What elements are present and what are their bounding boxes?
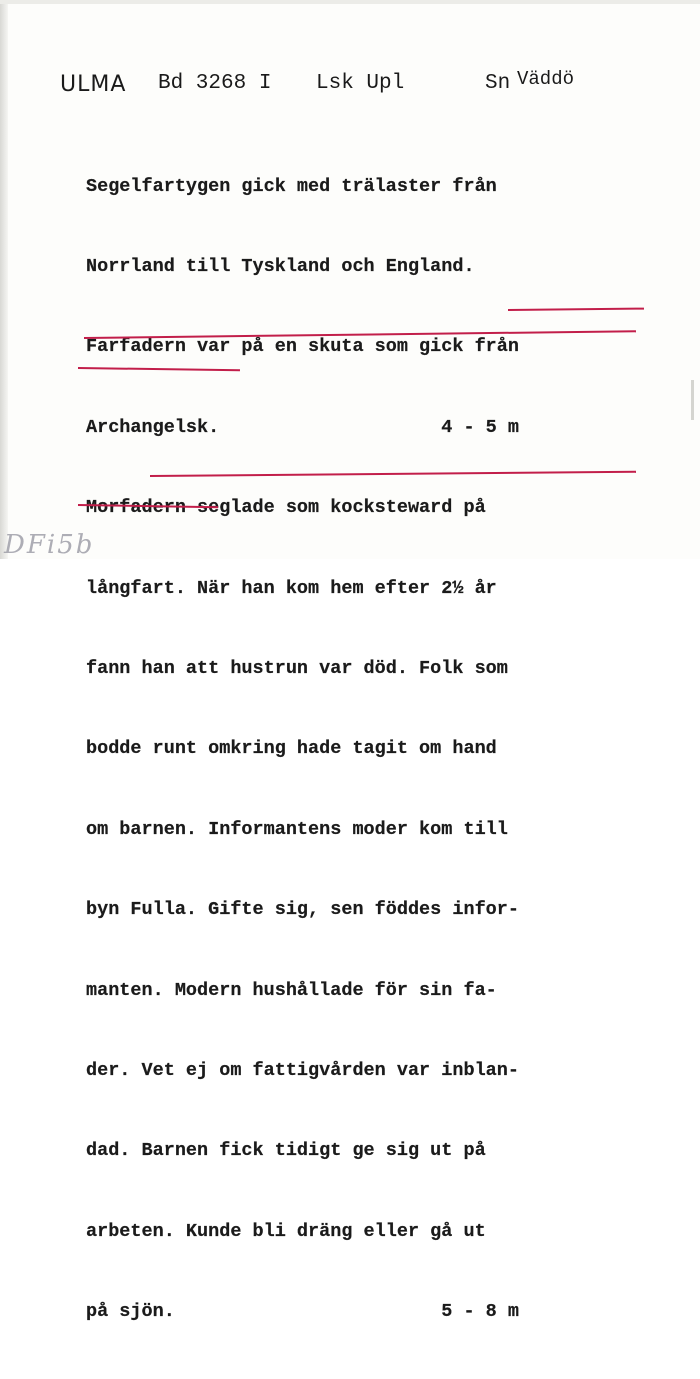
text-line: Norrland till Tyskland och England. [86,255,475,277]
parish-name: Väddö [517,68,575,90]
text-line: Morfadern seglade som kocksteward på [86,497,486,519]
archive-code: ULMA [60,72,127,97]
margin-pencil-note: DFi5b [4,530,95,560]
parish-prefix: Sn [485,72,511,95]
text-line: manten. Modern hushållade för sin fa- [86,979,497,1001]
text-line: arbeten. Kunde bli dräng eller gå ut [86,1220,486,1242]
card-left-edge [0,0,8,559]
card-top-edge [0,0,700,4]
text-line: byn Fulla. Gifte sig, sen föddes infor- [86,899,519,921]
text-line: Archangelsk. 4 - 5 m [86,416,519,438]
text-line: Segelfartygen gick med trälaster från [86,175,497,197]
text-line: bodde runt omkring hade tagit om hand [86,738,497,760]
region-code: Lsk Upl [316,72,405,95]
text-line: Farfadern var på en skuta som gick från [86,336,519,358]
text-line: långfart. När han kom hem efter 2½ år [86,577,497,599]
text-line: fann han att hustrun var död. Folk som [86,657,508,679]
card-header [60,68,680,102]
text-line: der. Vet ej om fattigvården var inblan- [86,1059,519,1081]
card-fold-mark [691,380,694,420]
reference-number: Bd 3268 I [158,72,272,95]
text-line: om barnen. Informantens moder kom till [86,818,508,840]
text-line: dad. Barnen fick tidigt ge sig ut på [86,1140,486,1162]
text-line: på sjön. 5 - 8 m [86,1301,519,1323]
